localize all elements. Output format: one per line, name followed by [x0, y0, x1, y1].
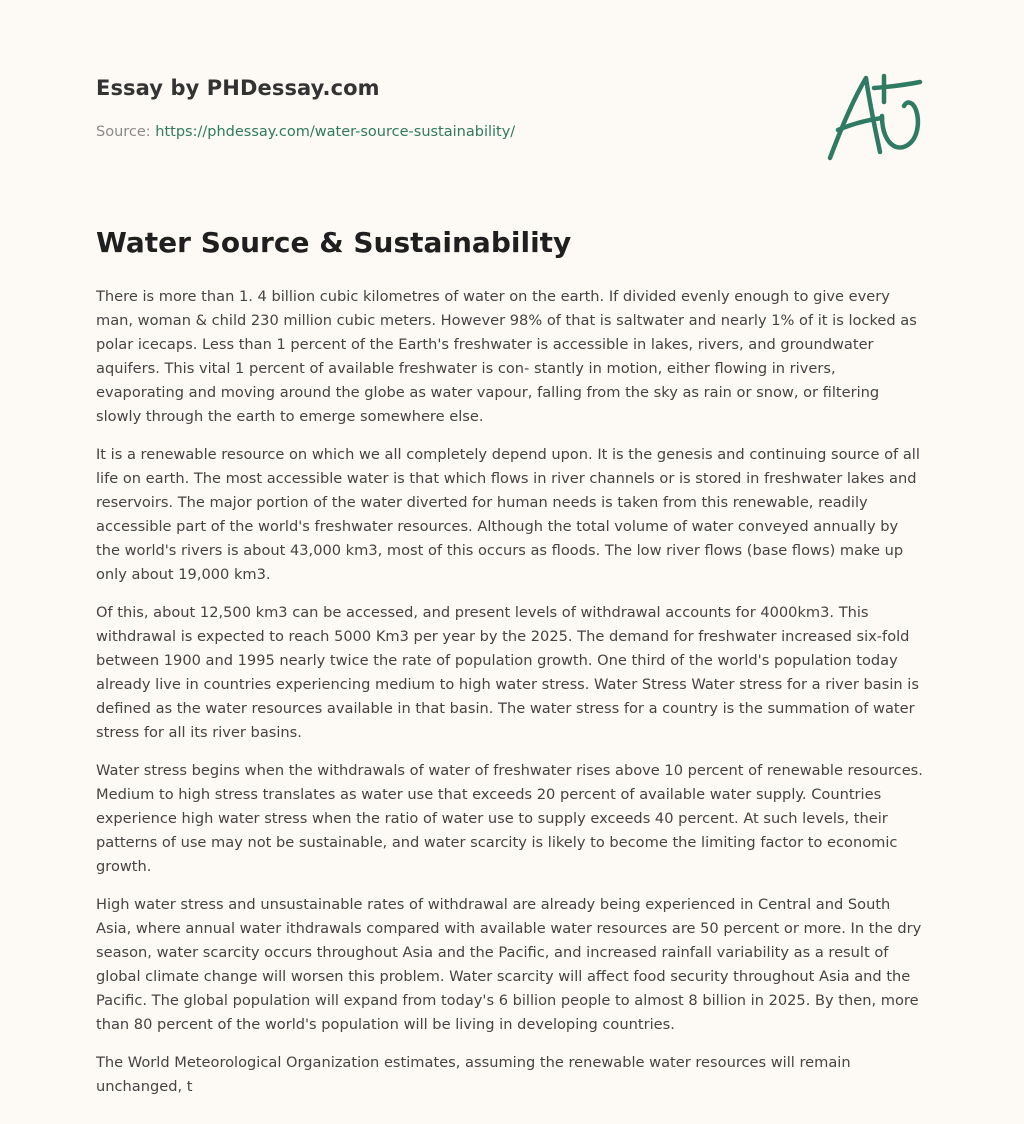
source-label: Source:: [96, 124, 156, 140]
essay-paragraph: Water stress begins when the withdrawals of water of freshwater rises above 10 percent of renewable resources. Medium to high stress translates as water use that exceeds 20 percent of available water supply. Countries experience high water stress when the ratio of water use to supply exceeds 40 percent. At such levels, their patterns of use may not be sustainable, and water scarcity is likely to become the limiting factor to economic growth.: [96, 762, 923, 875]
essay-paragraph: It is a renewable resource on which we all completely depend upon. It is the genesis and continuing source of all life on earth. The most accessible water is that which flows in river channels or is stored in freshwater lakes and reservoirs. The major portion of the water diverted for human needs is taken from this renewable, readily accessible part of the world's freshwater resources. Although the total volume of water conveyed annually by the world's rivers is about 43,000 km3, most of this occurs as floods. The low river flows (base flows) make up only about 19,000 km3.: [96, 446, 920, 583]
essay-paragraph: The World Meteorological Organization estimates, assuming the renewable water resources will remain unchanged, t: [96, 1054, 851, 1095]
essay-title: Water Source & Sustainability: [96, 226, 572, 259]
a-plus-logo-icon: [820, 66, 930, 166]
source-line: [96, 124, 515, 140]
essay-paragraph: Of this, about 12,500 km3 can be accessed, and present levels of withdrawal accounts for 4000km3. This withdrawal is expected to reach 5000 Km3 per year by the 2025. The demand for freshwater increased six-fold between 1900 and 1995 nearly twice the rate of population growth. One third of the world's population today already live in countries experiencing medium to high water stress. Water Stress Water stress for a river basin is defined as the water resources available in that basin. The water stress for a country is the summation of water stress for all its river basins.: [96, 604, 919, 741]
source-link[interactable]: https://phdessay.com/water-source-sustainability/: [155, 124, 516, 140]
essay-body: [96, 285, 926, 1113]
site-brand: Essay by PHDessay.com: [96, 76, 380, 100]
essay-paragraph: High water stress and unsustainable rates of withdrawal are already being experienced in Central and South Asia, where annual water ithdrawals compared with available water resources are 50 percent or more. In the dry season, water scarcity occurs throughout Asia and the Pacific, and increased rainfall variability as a result of global climate change will worsen this problem. Water scarcity will affect food security throughout Asia and the Pacific. The global population will expand from today's 6 billion people to almost 8 billion in 2025. By then, more than 80 percent of the world's population will be living in developing countries.: [96, 896, 922, 1033]
essay-paragraph: There is more than 1. 4 billion cubic kilometres of water on the earth. If divided evenly enough to give every man, woman & child 230 million cubic meters. However 98% of that is saltwater and nearly 1% of it is locked as polar icecaps. Less than 1 percent of the Earth's freshwater is accessible in lakes, rivers, and groundwater aquifers. This vital 1 percent of available freshwater is con- stantly in motion, either flowing in rivers, evaporating and moving around the globe as water vapour, falling from the sky as rain or snow, or filtering slowly through the earth to emerge somewhere else.: [96, 288, 917, 425]
